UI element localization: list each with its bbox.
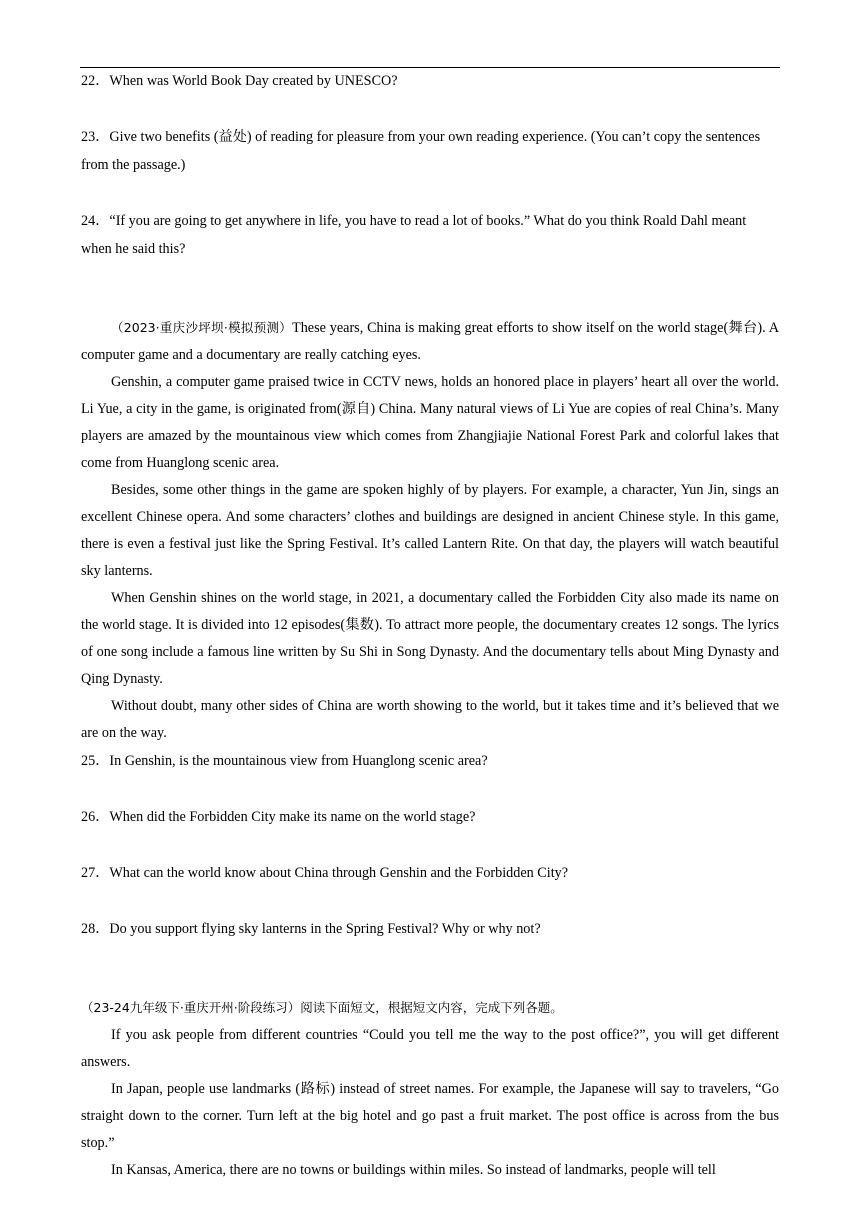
passage2-paragraph: Genshin, a computer game praised twice in CCTV news, holds an honored place in players’ heart all over the world. Li Yue, a city in the game, is originated from(源自) China. Many natural views of Li Yue are copies of real China’s. Many players are amazed by the mountainous view which comes from Zhangjiajie National Forest Park and colorful lakes that come from Huanglong scenic area.: [81, 374, 779, 471]
passage2-paragraph: When Genshin shines on the world stage, in 2021, a documentary called the Forbidden City also made its name on the world stage. It is divided into 12 episodes(集数). To attract more people, the documentary creates 12 songs. The lyrics of one song include a famous line written by Su Shi in Song Dynasty. And the documentary tells about Ming Dynasty and Qing Dynasty.: [81, 590, 779, 687]
passage2-source: （2023·重庆沙坪坝·模拟预测）: [111, 320, 293, 335]
passage3-header: [81, 994, 779, 1022]
question-28: 28．Do you support flying sky lanterns in the Spring Festival? Why or why not?: [81, 921, 541, 937]
question-24: 24．“If you are going to get anywhere in life, you have to read a lot of books.” What do you think Roald Dahl meant when he said this?: [81, 213, 747, 257]
passage2-paragraph: Without doubt, many other sides of China are worth showing to the world, but it takes time and it’s believed that we are on the way.: [81, 698, 779, 741]
passage2-intro: （2023·重庆沙坪坝·模拟预测）These years, China is making great efforts to show itself on the world stage(舞台). A computer game and a documentary are really catching eyes.: [81, 320, 779, 363]
passage3-instruction: 阅读下面短文，根据短文内容，完成下列各题。: [300, 1000, 563, 1015]
question-27: 27．What can the world know about China through Genshin and the Forbidden City?: [81, 865, 569, 881]
passage3-paragraph: In Japan, people use landmarks (路标) instead of street names. For example, the Japanese will say to travelers, “Go straight down to the corner. Turn left at the big hotel and go past a fruit market. The post office is across from the bus stop.”: [81, 1081, 779, 1151]
passage2-paragraph: Besides, some other things in the game are spoken highly of by players. For example, a character, Yun Jin, sings an excellent Chinese opera. And some characters’ clothes and buildings are designed in ancient Chinese style. In this game, there is even a festival just like the Spring Festival. It’s called Lantern Rite. On that day, the players will watch beautiful sky lanterns.: [81, 482, 779, 579]
worksheet-page: [81, 67, 779, 1184]
passage3-paragraph: If you ask people from different countries “Could you tell me the way to the post office?”, you will get different answers.: [81, 1027, 779, 1070]
question-25: 25．In Genshin, is the mountainous view from Huanglong scenic area?: [81, 753, 488, 769]
passage3-paragraph: In Kansas, America, there are no towns or buildings within miles. So instead of landmarks, people will tell: [111, 1162, 716, 1178]
question-26: 26．When did the Forbidden City make its name on the world stage?: [81, 809, 476, 825]
question-23: 23．Give two benefits (益处) of reading for pleasure from your own reading experience. (You can’t copy the sentences from the passage.): [81, 129, 761, 173]
passage3-source: （23-24九年级下·重庆开州·阶段练习）: [81, 1000, 301, 1015]
question-22: 22．When was World Book Day created by UNESCO?: [81, 73, 398, 89]
